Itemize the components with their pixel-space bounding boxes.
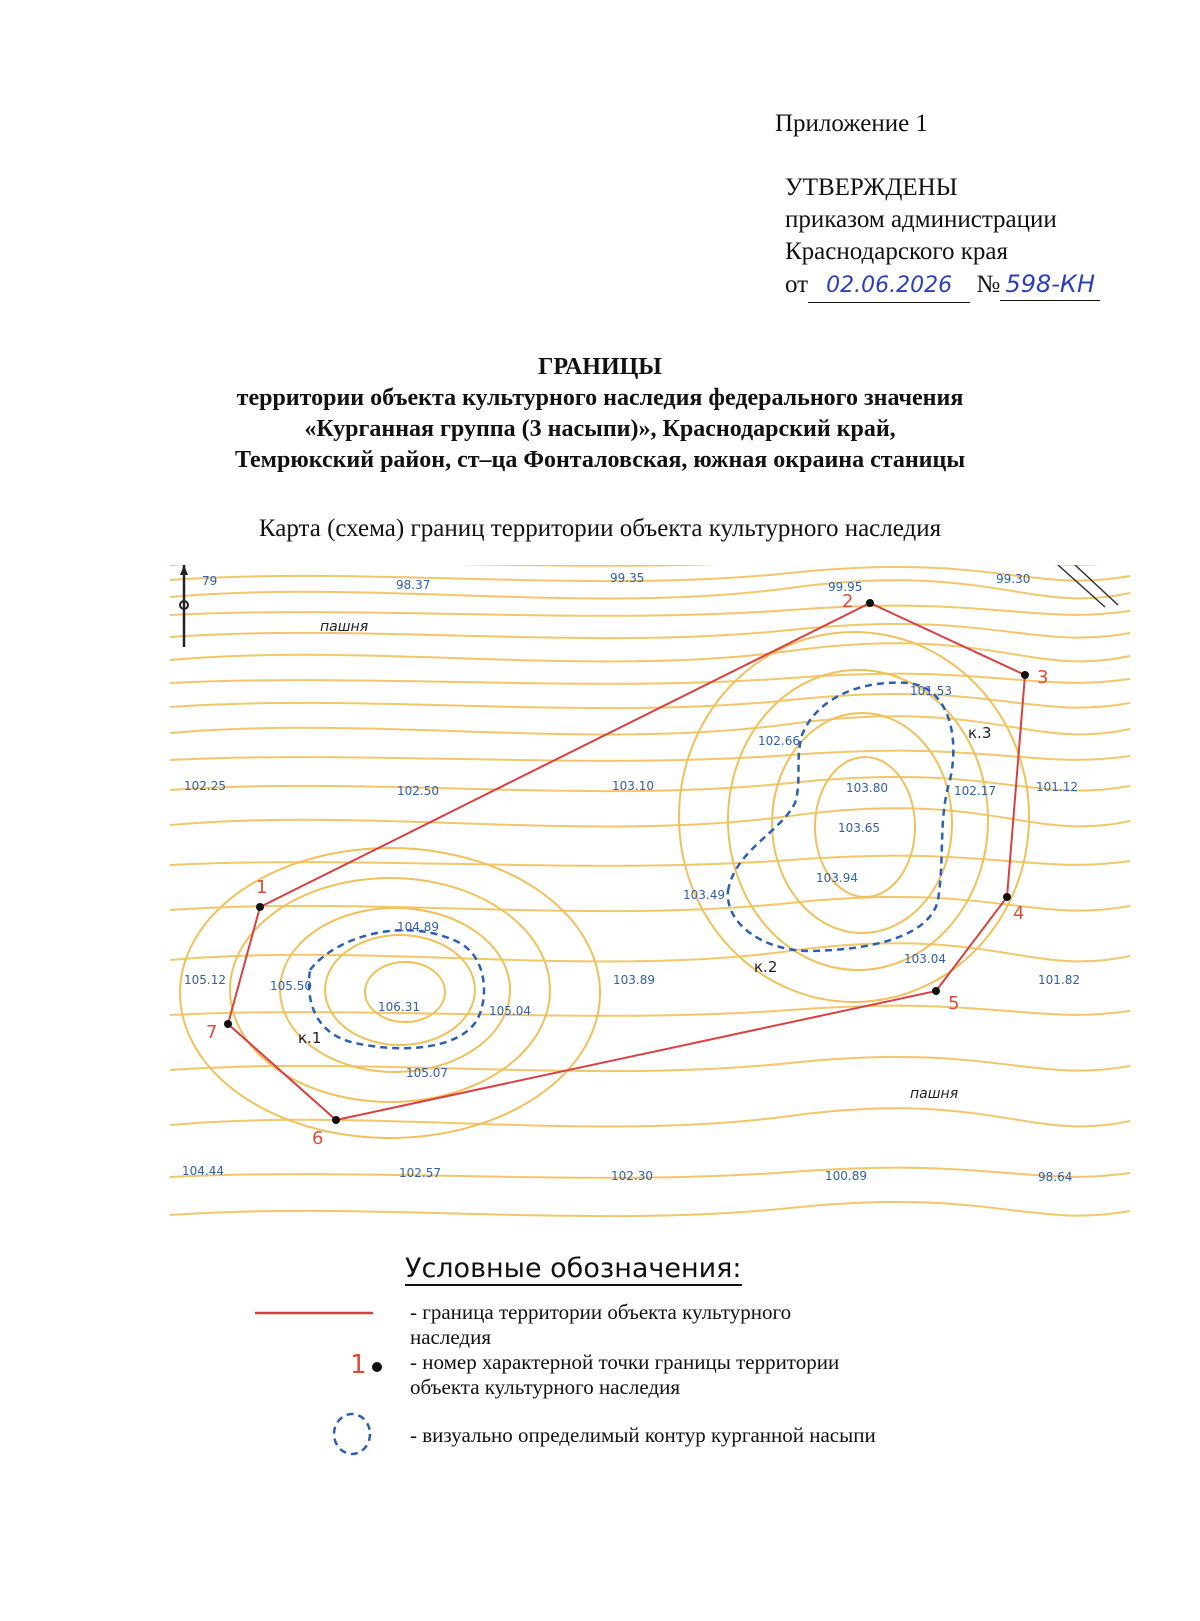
boundary-point bbox=[866, 599, 874, 607]
boundary-point-label: 2 bbox=[842, 591, 854, 612]
elevation-mark: 103.89 bbox=[613, 973, 655, 987]
elevation-mark: 102.50 bbox=[397, 784, 439, 798]
title-line: Темрюкский район, ст–ца Фонталовская, южная окраина станицы bbox=[234, 447, 966, 473]
legend-item: - номер характерной точки границы территории объекта культурного наследия bbox=[410, 1350, 840, 1399]
boundary-point bbox=[1021, 671, 1029, 679]
elevation-mark: 99.35 bbox=[610, 571, 645, 585]
elevation-mark: 102.17 bbox=[954, 784, 996, 798]
legend-mound-symbol bbox=[327, 1408, 377, 1460]
boundary-point bbox=[1003, 893, 1011, 901]
date-value: 02.06.2026 bbox=[808, 270, 970, 303]
contour-line bbox=[180, 848, 600, 1138]
elevation-mark: 104.89 bbox=[397, 920, 439, 934]
elevation-mark: 105.50 bbox=[270, 979, 312, 993]
contour-line bbox=[728, 670, 988, 970]
approval-line: Краснодарского края bbox=[785, 238, 1008, 265]
title-line: «Курганная группа (3 насыпи)», Краснодарский край, bbox=[304, 416, 896, 442]
approval-line: УТВЕРЖДЕНЫ bbox=[785, 174, 958, 201]
contour-line bbox=[170, 943, 1130, 961]
boundary-point-label: 1 bbox=[256, 877, 268, 898]
contour-line bbox=[170, 674, 1130, 684]
elevation-mark: 105.12 bbox=[184, 973, 226, 987]
contour-line bbox=[170, 643, 1130, 661]
legend-point-marker-icon bbox=[370, 1360, 384, 1374]
boundary-point-label: 7 bbox=[206, 1022, 218, 1043]
elevation-mark: 101.12 bbox=[1036, 780, 1078, 794]
contour-lines bbox=[170, 565, 1130, 1216]
contour-line bbox=[170, 1108, 1130, 1126]
legend-boundary-symbol bbox=[255, 1309, 375, 1317]
legend-item: - граница территории объекта культурного наследия bbox=[410, 1300, 792, 1349]
elevation-mark: 103.49 bbox=[683, 888, 725, 902]
mound-label: к.1 bbox=[298, 1029, 322, 1047]
approval-date-line bbox=[785, 268, 1100, 303]
contour-line bbox=[170, 580, 1130, 598]
elevation-mark: 98.64 bbox=[1038, 1170, 1073, 1184]
boundary-point-label: 5 bbox=[948, 993, 960, 1014]
number-prefix: № bbox=[976, 271, 1001, 298]
document-title bbox=[0, 352, 1200, 476]
order-number: 598-КН bbox=[1000, 268, 1100, 301]
contour-line bbox=[170, 624, 1130, 638]
elevation-mark: 101.53 bbox=[910, 684, 952, 698]
title-main: ГРАНИЦЫ bbox=[538, 354, 662, 380]
boundary-point-label: 6 bbox=[312, 1128, 324, 1149]
elevation-mark: 104.44 bbox=[182, 1164, 224, 1178]
elevation-mark: 103.94 bbox=[816, 871, 858, 885]
contour-line bbox=[170, 565, 1130, 566]
elevation-mark: 105.07 bbox=[406, 1066, 448, 1080]
boundary-point-label: 4 bbox=[1013, 903, 1025, 924]
elevation-mark: 98.37 bbox=[396, 578, 431, 592]
elevation-mark: 101.82 bbox=[1038, 973, 1080, 987]
elevation-mark: 106.31 bbox=[378, 1000, 420, 1014]
mound-contour-k1 bbox=[309, 930, 484, 1048]
land-use-label: пашня bbox=[320, 619, 369, 635]
elevation-mark: 103.65 bbox=[838, 821, 880, 835]
contour-line bbox=[170, 1057, 1130, 1071]
hatching bbox=[1058, 565, 1118, 607]
contour-line bbox=[325, 935, 475, 1045]
appendix-label: Приложение 1 bbox=[775, 110, 928, 137]
elevation-mark: 102.25 bbox=[184, 779, 226, 793]
boundary-map bbox=[170, 565, 1130, 1220]
boundary-point bbox=[332, 1116, 340, 1124]
contour-line bbox=[170, 1202, 1130, 1216]
boundary-point bbox=[224, 1020, 232, 1028]
approval-block bbox=[785, 172, 1100, 303]
elevation-mark: 103.10 bbox=[612, 779, 654, 793]
map-subtitle: Карта (схема) границ территории объекта культурного наследия bbox=[258, 515, 942, 542]
contour-line bbox=[679, 632, 1029, 1002]
boundary-point bbox=[256, 903, 264, 911]
land-use-label: пашня bbox=[910, 1086, 959, 1102]
contour-line bbox=[170, 606, 1130, 616]
approval-line: приказом администрации bbox=[785, 206, 1057, 233]
title-line: территории объекта культурного наследия федерального значения bbox=[236, 385, 964, 411]
contour-line bbox=[170, 897, 1130, 911]
elevation-mark: 100.89 bbox=[825, 1169, 867, 1183]
contour-line bbox=[170, 751, 1130, 761]
boundary-point-label: 3 bbox=[1037, 667, 1049, 688]
elevation-mark: 99.95 bbox=[828, 580, 863, 594]
date-prefix: от bbox=[785, 271, 809, 298]
legend-title: Условные обозначения: bbox=[405, 1253, 742, 1284]
elevation-mark: 105.04 bbox=[489, 1004, 531, 1018]
mound-label: к.3 bbox=[968, 724, 992, 742]
boundary-point bbox=[932, 987, 940, 995]
mound-label: к.2 bbox=[754, 958, 778, 976]
mound-contour-k2 bbox=[728, 683, 954, 951]
elevation-mark: 79 bbox=[202, 574, 218, 588]
elevation-mark: 99.30 bbox=[996, 572, 1031, 586]
legend-item: - визуально определимый контур курганной насыпи bbox=[410, 1423, 876, 1447]
contour-line bbox=[170, 567, 1130, 581]
legend-point-number: 1 bbox=[350, 1350, 367, 1380]
elevation-mark: 103.04 bbox=[904, 952, 946, 966]
elevation-mark: 102.30 bbox=[611, 1169, 653, 1183]
elevation-mark: 102.57 bbox=[399, 1166, 441, 1180]
north-arrow-icon bbox=[180, 565, 188, 647]
elevation-mark: 103.80 bbox=[846, 781, 888, 795]
contour-line bbox=[170, 808, 1130, 826]
elevation-mark: 102.66 bbox=[758, 734, 800, 748]
